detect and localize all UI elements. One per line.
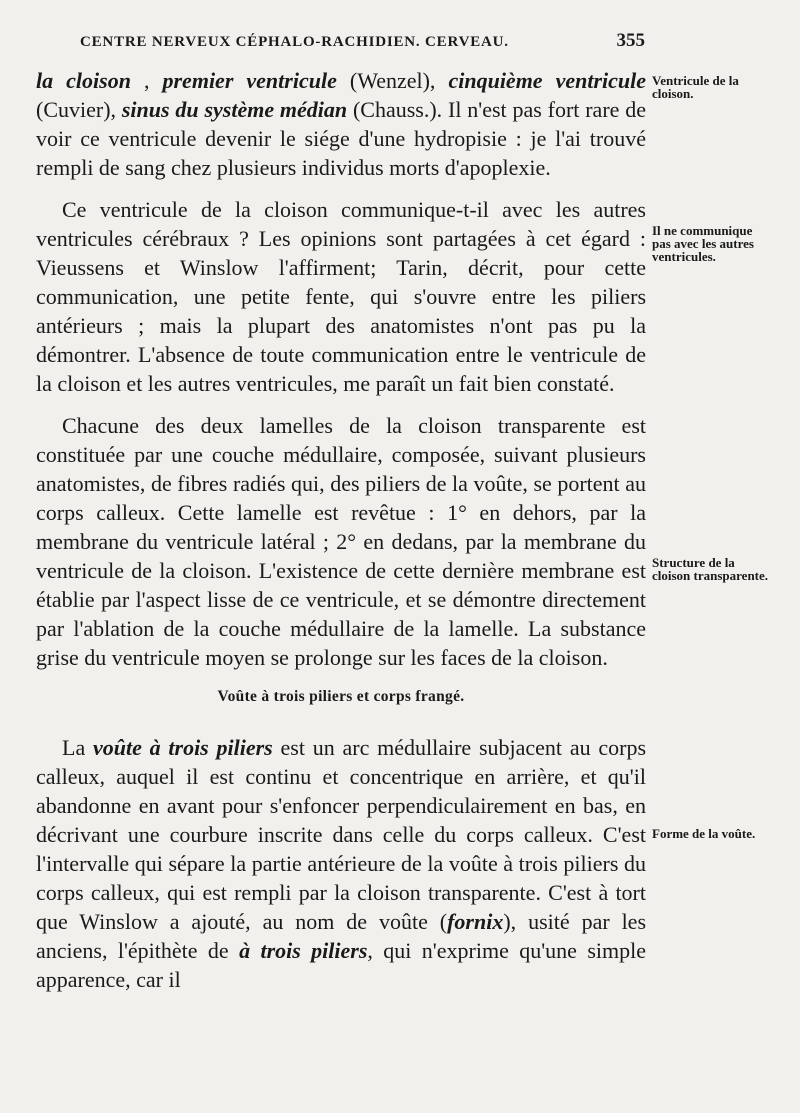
paragraph-2: Ce ventricule de la cloison communique-t-il avec les autres ventricules cérébraux ? Les opinions sont partagées à cet égard : Vieussens et Winslow l'affirment; Tarin, décrit, pour cette communication, une petite fente, qui s'ouvre entre les piliers antérieurs ; mais la plupart des anatomistes n'ont pas pu la démontrer. L'absence de toute communication entre le ventricule de la cloison et les autres ventricules, me paraît un fait bien constaté. — [36, 197, 646, 396]
sidenote-ventricule: Ventricule de la cloison. — [652, 73, 739, 101]
term-a-trois-piliers: à trois piliers — [239, 938, 368, 963]
sidenote-forme: Forme de la voûte. — [652, 826, 756, 841]
section-subheading: Voûte à trois piliers et corps frangé. — [217, 688, 465, 705]
text-fragment: , qui n'exprime qu'une simple apparence, car il — [36, 938, 646, 992]
paragraph-3: Chacune des deux lamelles de la cloison transparente est constituée par une couche médullaire, composée, suivant plusieurs anatomistes, de fibres radiés qui, des piliers de la voûte, se portent au corps calleux. Cette lamelle est revêtue : 1° en dehors, par la membrane du ventricule latéral ; 2° en dedans, par la membrane du ventricule de la cloison. L'existence de cette dernière membrane est établie par l'aspect lisse de ce ventricule, et se démontre directement par l'ablation de la couche médullaire de la lamelle. La substance grise du ventricule moyen se prolonge sur les faces de la cloison. — [36, 413, 646, 670]
sidenote-communication: Il ne communique pas avec les autres ventricules. — [652, 223, 754, 264]
text-fragment: (Wenzel), — [336, 68, 449, 93]
term-sinus-systeme-median: sinus du système médian — [121, 97, 348, 122]
term-la-cloison: la cloison — [36, 68, 131, 93]
sidenote-structure: Structure de la cloison transparente. — [652, 555, 769, 583]
paragraph-4 — [36, 733, 646, 994]
text-fragment: , — [130, 68, 163, 93]
running-header — [80, 30, 645, 51]
term-premier-ventricule: premier ventricule — [162, 68, 337, 93]
text-fragment: (Chauss.). Il n'est pas fort rare de voir ce ventricule devenir le siége d'une hydropisie : je l'ai trouvé rempli de sang chez plusieurs individus morts d'apoplexie. — [36, 97, 646, 180]
term-cinquieme-ventricule: cinquième ventricule — [448, 68, 647, 93]
page-number: 355 — [616, 30, 645, 51]
text-fragment: (Cuvier), — [36, 97, 122, 122]
header-title: CENTRE NERVEUX CÉPHALO-RACHIDIEN. CERVEAU. — [80, 34, 509, 50]
paragraph-1 — [36, 66, 646, 182]
main-text — [36, 66, 646, 994]
text-fragment: ), usité par les anciens, l'épithète de — [36, 909, 647, 963]
text-fragment: est un arc médullaire subjacent au corps calleux, auquel il est continu et concentrique en arrière, et qu'il abandonne en avant pour s'enfoncer perpendiculairement en bas, en décrivant une courbure inscrite dans celle du corps calleux. C'est l'intervalle qui sépare la partie antérieure de la voûte à trois piliers du corps calleux, qui est rempli par la cloison transparente. C'est à tort que Winslow a ajouté, au nom de voûte ( — [36, 735, 646, 934]
term-voute-trois-piliers: voûte à trois piliers — [92, 735, 273, 760]
text-fragment: La — [62, 735, 93, 760]
term-fornix: fornix — [447, 909, 504, 934]
